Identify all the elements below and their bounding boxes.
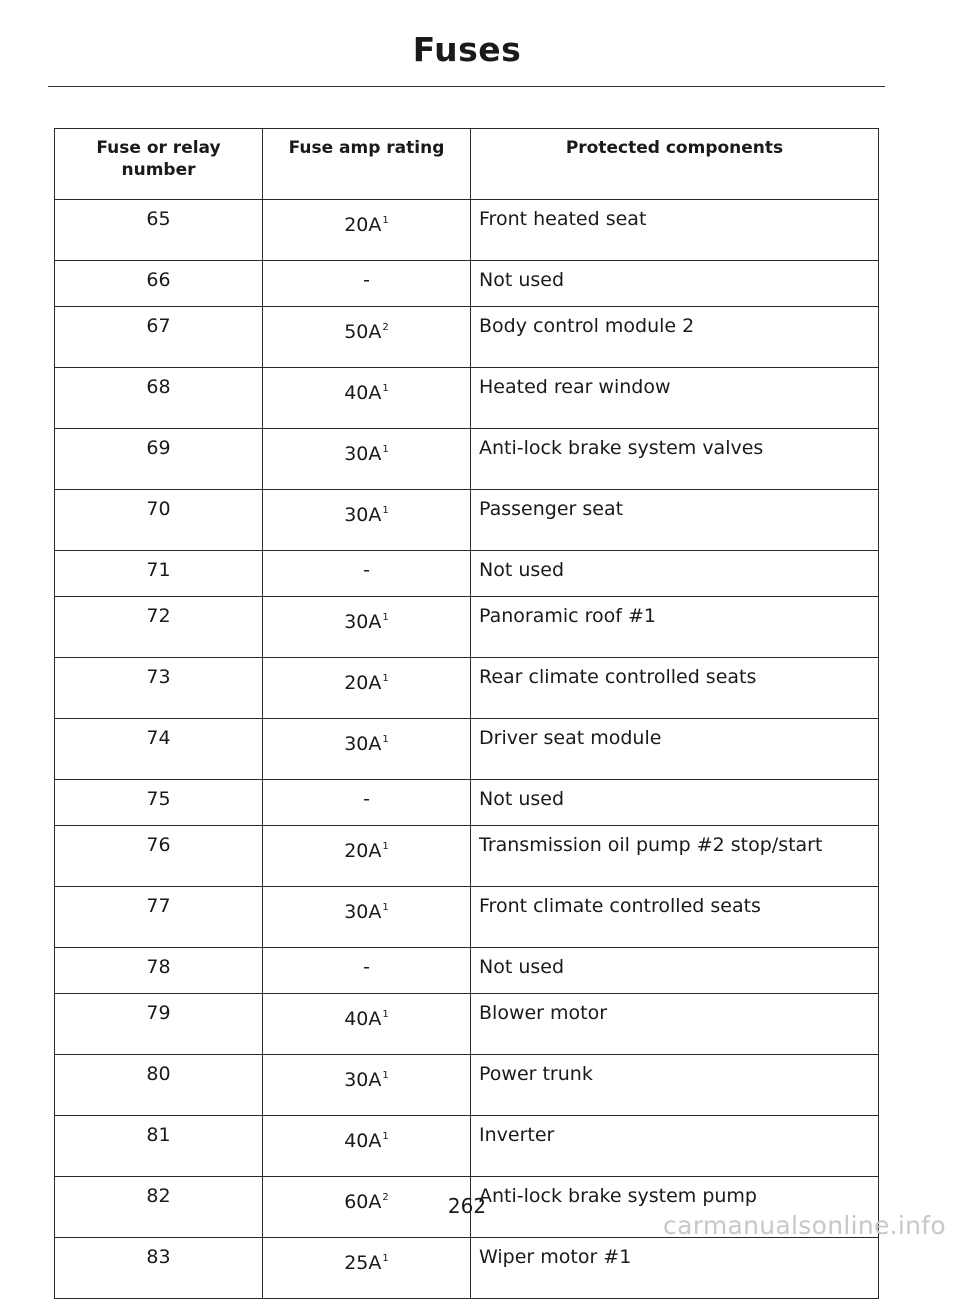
protected-component: Not used [471,780,879,826]
fuse-number: 80 [55,1055,263,1116]
amp-value: - [363,956,370,978]
footnote-marker: 1 [382,673,389,684]
amp-value: 30A [344,1069,382,1091]
amp-value: 30A [344,611,382,633]
protected-component: Not used [471,261,879,307]
table-row [55,719,879,780]
table-row [55,261,879,307]
footnote-marker: 1 [382,902,389,913]
protected-component: Inverter [471,1116,879,1177]
fuse-number: 81 [55,1116,263,1177]
amp-value: 40A [344,1130,382,1152]
fuse-number: 65 [55,200,263,261]
footnote-marker: 1 [382,612,389,623]
protected-component: Wiper motor #1 [471,1238,879,1299]
fuse-amp-rating [263,1116,471,1177]
fuse-amp-rating [263,719,471,780]
table-row [55,887,879,948]
table-row [55,994,879,1055]
table-row [55,307,879,368]
amp-value: 25A [344,1252,382,1274]
fuse-amp-rating [263,307,471,368]
fuse-number: 69 [55,429,263,490]
title-divider [48,86,885,87]
table-row [55,490,879,551]
amp-value: 20A [344,672,382,694]
protected-component: Not used [471,551,879,597]
footnote-marker: 1 [382,505,389,516]
fuse-number: 73 [55,658,263,719]
footnote-marker: 1 [382,1009,389,1020]
fuse-number: 78 [55,948,263,994]
fuse-number: 75 [55,780,263,826]
footnote-marker: 1 [382,841,389,852]
header-protected-components: Protected components [471,129,879,200]
table-row [55,200,879,261]
footnote-marker: 1 [382,1253,389,1264]
protected-component: Body control module 2 [471,307,879,368]
fuse-amp-rating [263,490,471,551]
fuse-table [54,128,879,1299]
protected-component: Anti-lock brake system valves [471,429,879,490]
amp-value: 30A [344,443,382,465]
table-row [55,551,879,597]
table-row [55,826,879,887]
table-row [55,1116,879,1177]
amp-value: 40A [344,1008,382,1030]
fuse-amp-rating [263,368,471,429]
protected-component: Rear climate controlled seats [471,658,879,719]
protected-component: Not used [471,948,879,994]
amp-value: 50A [344,321,382,343]
protected-component: Power trunk [471,1055,879,1116]
table-row [55,1238,879,1299]
fuse-amp-rating [263,826,471,887]
protected-component: Blower motor [471,994,879,1055]
footnote-marker: 2 [382,322,389,333]
fuse-number: 76 [55,826,263,887]
protected-component: Heated rear window [471,368,879,429]
fuse-amp-rating [263,551,471,597]
amp-value: 30A [344,733,382,755]
table-row [55,658,879,719]
fuse-number: 70 [55,490,263,551]
amp-value: 30A [344,901,382,923]
fuse-number: 77 [55,887,263,948]
header-fuse-number: Fuse or relay number [55,129,263,200]
fuse-table-body [55,200,879,1299]
page-number: 262 [447,1194,487,1218]
footnote-marker: 1 [382,383,389,394]
table-header-row [55,129,879,200]
amp-value: 60A [344,1191,382,1213]
footnote-marker: 1 [382,215,389,226]
table-row [55,597,879,658]
fuse-amp-rating [263,780,471,826]
amp-value: - [363,788,370,810]
fuse-amp-rating [263,200,471,261]
protected-component: Panoramic roof #1 [471,597,879,658]
footnote-marker: 1 [382,1070,389,1081]
amp-value: 30A [344,504,382,526]
amp-value: 20A [344,840,382,862]
protected-component: Transmission oil pump #2 stop/start [471,826,879,887]
fuse-amp-rating [263,887,471,948]
protected-component: Front climate controlled seats [471,887,879,948]
amp-value: - [363,269,370,291]
protected-component: Anti-lock brake system pump [471,1177,879,1238]
footnote-marker: 1 [382,1131,389,1142]
fuse-number: 82 [55,1177,263,1238]
fuse-number: 79 [55,994,263,1055]
fuse-amp-rating [263,1238,471,1299]
amp-value: 40A [344,382,382,404]
amp-value: 20A [344,214,382,236]
amp-value: - [363,559,370,581]
fuse-amp-rating [263,597,471,658]
fuse-number: 67 [55,307,263,368]
table-row [55,368,879,429]
table-row [55,1055,879,1116]
protected-component: Passenger seat [471,490,879,551]
fuse-amp-rating [263,1055,471,1116]
fuse-amp-rating [263,658,471,719]
fuse-amp-rating [263,994,471,1055]
protected-component: Driver seat module [471,719,879,780]
fuse-number: 83 [55,1238,263,1299]
header-amp-rating: Fuse amp rating [263,129,471,200]
fuse-number: 74 [55,719,263,780]
fuse-number: 72 [55,597,263,658]
footnote-marker: 1 [382,734,389,745]
table-row [55,948,879,994]
protected-component: Front heated seat [471,200,879,261]
footnote-marker: 2 [382,1192,389,1203]
fuse-amp-rating [263,261,471,307]
table-row [55,780,879,826]
fuse-number: 71 [55,551,263,597]
fuse-amp-rating [263,429,471,490]
fuse-number: 68 [55,368,263,429]
table-row [55,429,879,490]
footnote-marker: 1 [382,444,389,455]
fuse-amp-rating [263,948,471,994]
watermark: carmanualsonline.info [663,1211,946,1240]
page-title: Fuses [412,30,522,69]
fuse-number: 66 [55,261,263,307]
